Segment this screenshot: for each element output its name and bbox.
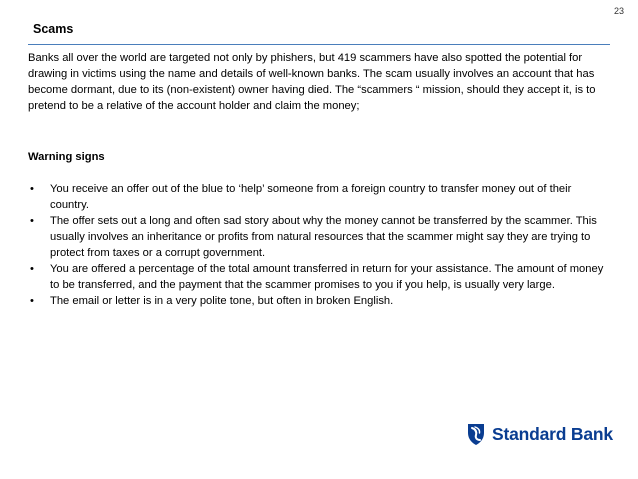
bullet-marker: • bbox=[30, 295, 34, 307]
list-item bbox=[28, 181, 608, 213]
list-item-text: You are offered a percentage of the total amount transferred in return for your assistance. The amount of money to be transferred, and the payment that the scammer promises to you if you help, is usually very large. bbox=[50, 263, 604, 291]
warning-signs-heading: Warning signs bbox=[28, 151, 105, 163]
bullet-marker: • bbox=[30, 183, 34, 195]
list-item-text: You receive an offer out of the blue to ‘help’ someone from a foreign country to transfer money out of their country. bbox=[50, 183, 572, 211]
logo-text: Standard Bank bbox=[492, 423, 613, 444]
list-item-text: The email or letter is in a very polite tone, but often in broken English. bbox=[50, 295, 394, 307]
list-item bbox=[28, 213, 608, 261]
page-number: 23 bbox=[613, 6, 624, 16]
list-item-text: The offer sets out a long and often sad story about why the money cannot be transferred by the scammer. This usually involves an inheritance or profits from natural resources that the scammer might say they are trying to protect from taxes or a corrupt government. bbox=[50, 215, 597, 259]
list-item bbox=[28, 261, 608, 293]
list-item bbox=[28, 293, 608, 309]
page-title: Scams bbox=[33, 22, 74, 36]
content-body bbox=[28, 50, 608, 309]
shield-icon bbox=[466, 422, 486, 446]
intro-paragraph: Banks all over the world are targeted not only by phishers, but 419 scammers have also spotted the potential for drawing in victims using the name and details of well-known banks. The scam usually involves an account that has become dormant, due to its (non-existent) owner having died. The “scammers “ mission, should they accept it, is to pretend to be a relative of the account holder and claim the money; bbox=[28, 52, 596, 112]
warning-signs-list bbox=[28, 181, 608, 309]
bullet-marker: • bbox=[30, 263, 34, 275]
title-divider bbox=[28, 44, 610, 45]
bullet-marker: • bbox=[30, 215, 34, 227]
standard-bank-logo bbox=[466, 422, 613, 446]
